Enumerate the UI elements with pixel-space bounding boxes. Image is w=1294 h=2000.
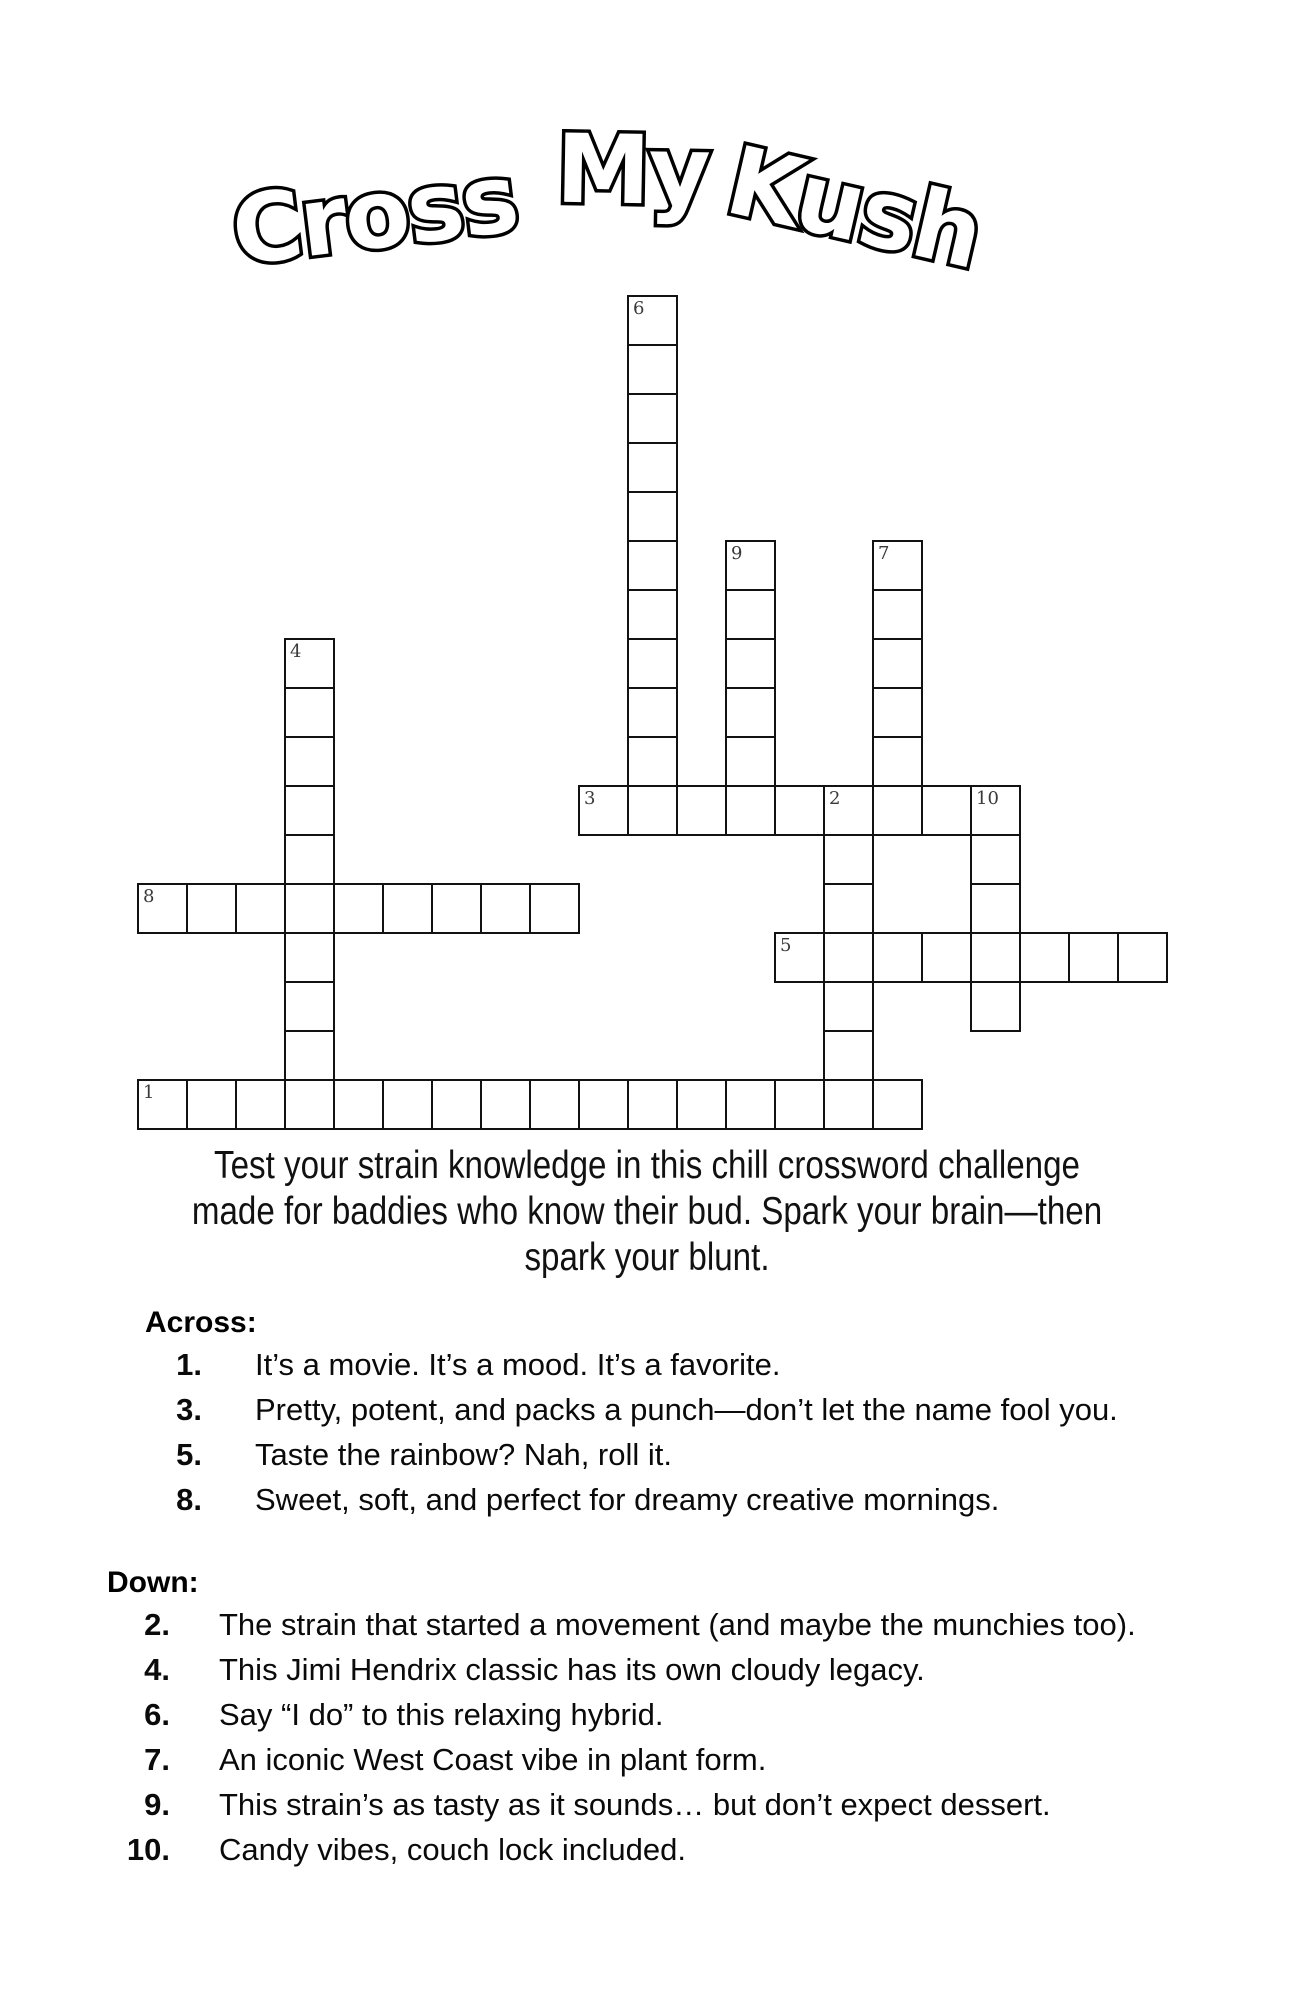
- grid-cell[interactable]: [480, 1079, 531, 1130]
- grid-cell[interactable]: [284, 981, 335, 1032]
- grid-cell[interactable]: [627, 491, 678, 542]
- grid-cell[interactable]: [627, 736, 678, 787]
- grid-cell[interactable]: [774, 1079, 825, 1130]
- across-heading: Across:: [145, 1306, 257, 1339]
- clue-text: Say “I do” to this relaxing hybrid.: [219, 1697, 664, 1732]
- grid-cell[interactable]: [970, 981, 1021, 1032]
- across-clue-list: [145, 1342, 1118, 1522]
- clue-number: 10.: [126, 1832, 170, 1867]
- clue-item: [107, 1602, 1136, 1647]
- clue-text: It’s a movie. It’s a mood. It’s a favorite.: [255, 1347, 781, 1382]
- clue-text: The strain that started a movement (and maybe the munchies too).: [219, 1607, 1136, 1642]
- clue-text: This strain’s as tasty as it sounds… but don’t expect dessert.: [219, 1787, 1051, 1822]
- title-word-cross: Cross: [226, 143, 523, 288]
- grid-cell[interactable]: [676, 1079, 727, 1130]
- clue-number: 1.: [176, 1347, 202, 1382]
- clue-text: Candy vibes, couch lock included.: [219, 1832, 686, 1867]
- clue-number: 9.: [144, 1787, 170, 1822]
- clue-item: [145, 1477, 1118, 1522]
- intro-line: Test your strain knowledge in this chill crossword challenge: [213, 1144, 1080, 1187]
- grid-cell[interactable]: [725, 785, 776, 836]
- clue-item: [145, 1432, 1118, 1477]
- grid-cell[interactable]: [872, 1079, 923, 1130]
- intro-line: made for baddies who know their bud. Spark your brain—then: [191, 1190, 1103, 1233]
- grid-cell[interactable]: [872, 687, 923, 738]
- grid-cell[interactable]: [725, 638, 776, 689]
- grid-cell[interactable]: [186, 1079, 237, 1130]
- grid-cell[interactable]: [823, 785, 874, 836]
- grid-cell[interactable]: [627, 1079, 678, 1130]
- grid-cell[interactable]: [235, 883, 286, 934]
- grid-cell[interactable]: [872, 540, 923, 591]
- grid-cell[interactable]: [284, 932, 335, 983]
- cell-number-label: 8: [143, 886, 155, 907]
- grid-cell[interactable]: [578, 1079, 629, 1130]
- down-heading: Down:: [107, 1566, 199, 1599]
- grid-cell[interactable]: [725, 589, 776, 640]
- grid-cell[interactable]: [1117, 932, 1168, 983]
- grid-cell[interactable]: [725, 687, 776, 738]
- grid-cell[interactable]: [284, 1079, 335, 1130]
- grid-cell[interactable]: [970, 834, 1021, 885]
- title-word-my: My: [555, 114, 710, 228]
- grid-cell[interactable]: [284, 638, 335, 689]
- page-title: [0, 0, 1294, 340]
- grid-cell[interactable]: [676, 785, 727, 836]
- grid-cell[interactable]: [529, 1079, 580, 1130]
- grid-cell[interactable]: [823, 834, 874, 885]
- grid-cell[interactable]: [970, 932, 1021, 983]
- grid-cell[interactable]: [235, 1079, 286, 1130]
- grid-cell[interactable]: [627, 393, 678, 444]
- clue-number: 5.: [176, 1437, 202, 1472]
- cell-number-label: 10: [976, 788, 999, 809]
- grid-cell[interactable]: [382, 1079, 433, 1130]
- clue-item: [107, 1737, 1136, 1782]
- grid-cell[interactable]: [382, 883, 433, 934]
- clue-text: Pretty, potent, and packs a punch—don’t let the name fool you.: [255, 1392, 1118, 1427]
- cell-number-label: 1: [143, 1082, 155, 1103]
- grid-cell[interactable]: [872, 638, 923, 689]
- clue-item: [107, 1827, 1136, 1872]
- clue-text: Taste the rainbow? Nah, roll it.: [255, 1437, 672, 1472]
- clue-text: This Jimi Hendrix classic has its own cloudy legacy.: [219, 1652, 925, 1687]
- grid-cell[interactable]: [627, 295, 678, 346]
- grid-cell[interactable]: [137, 883, 188, 934]
- grid-cell[interactable]: [333, 883, 384, 934]
- intro-paragraph: [0, 1143, 1294, 1281]
- grid-cell[interactable]: [333, 1079, 384, 1130]
- grid-cell[interactable]: [627, 540, 678, 591]
- grid-cell[interactable]: [725, 1079, 776, 1130]
- grid-cell[interactable]: [284, 1030, 335, 1081]
- clue-text: Sweet, soft, and perfect for dreamy creative mornings.: [255, 1482, 1000, 1517]
- grid-cell[interactable]: [284, 834, 335, 885]
- grid-cell[interactable]: [1019, 932, 1070, 983]
- grid-cell[interactable]: [823, 1079, 874, 1130]
- grid-cell[interactable]: [284, 736, 335, 787]
- clue-number: 7.: [144, 1742, 170, 1777]
- grid-cell[interactable]: [872, 785, 923, 836]
- clue-number: 3.: [176, 1392, 202, 1427]
- cell-number-label: 4: [290, 641, 302, 662]
- grid-cell[interactable]: [970, 883, 1021, 934]
- grid-cell[interactable]: [627, 344, 678, 395]
- title-word-kush: Kush: [717, 126, 992, 291]
- grid-cell[interactable]: [823, 883, 874, 934]
- down-clue-list: [107, 1602, 1136, 1872]
- grid-cell[interactable]: [431, 1079, 482, 1130]
- grid-cell[interactable]: [186, 883, 237, 934]
- grid-cell[interactable]: [823, 932, 874, 983]
- clue-text: An iconic West Coast vibe in plant form.: [219, 1742, 767, 1777]
- grid-cell[interactable]: [137, 1079, 188, 1130]
- clue-item: [107, 1782, 1136, 1827]
- cell-number-label: 7: [878, 543, 890, 564]
- grid-cell[interactable]: [627, 589, 678, 640]
- grid-cell[interactable]: [627, 785, 678, 836]
- grid-cell[interactable]: [578, 785, 629, 836]
- grid-cell[interactable]: [774, 785, 825, 836]
- grid-cell[interactable]: [921, 785, 972, 836]
- grid-cell[interactable]: [872, 932, 923, 983]
- grid-cell[interactable]: [627, 687, 678, 738]
- grid-cell[interactable]: [921, 932, 972, 983]
- grid-cell[interactable]: [284, 785, 335, 836]
- clue-item: [107, 1647, 1136, 1692]
- intro-line: spark your blunt.: [524, 1236, 770, 1279]
- grid-cell[interactable]: [480, 883, 531, 934]
- clue-number: 8.: [176, 1482, 202, 1517]
- grid-cell[interactable]: [872, 736, 923, 787]
- grid-cell[interactable]: [970, 785, 1021, 836]
- cell-number-label: 5: [780, 935, 792, 956]
- grid-cell[interactable]: [823, 981, 874, 1032]
- grid-cell[interactable]: [284, 883, 335, 934]
- grid-cell[interactable]: [774, 932, 825, 983]
- clue-number: 6.: [144, 1697, 170, 1732]
- grid-cell[interactable]: [627, 442, 678, 493]
- grid-cell[interactable]: [431, 883, 482, 934]
- grid-cell[interactable]: [725, 540, 776, 591]
- clue-item: [107, 1692, 1136, 1737]
- clue-item: [145, 1387, 1118, 1432]
- cell-number-label: 9: [731, 543, 743, 564]
- cell-number-label: 6: [633, 298, 645, 319]
- grid-cell[interactable]: [725, 736, 776, 787]
- clue-number: 4.: [144, 1652, 170, 1687]
- grid-cell[interactable]: [529, 883, 580, 934]
- clue-number: 2.: [144, 1607, 170, 1642]
- cell-number-label: 2: [829, 788, 841, 809]
- grid-cell[interactable]: [284, 687, 335, 738]
- grid-cell[interactable]: [823, 1030, 874, 1081]
- cell-number-label: 3: [584, 788, 596, 809]
- grid-cell[interactable]: [1068, 932, 1119, 983]
- grid-cell[interactable]: [627, 638, 678, 689]
- grid-cell[interactable]: [872, 589, 923, 640]
- clue-item: [145, 1342, 1118, 1387]
